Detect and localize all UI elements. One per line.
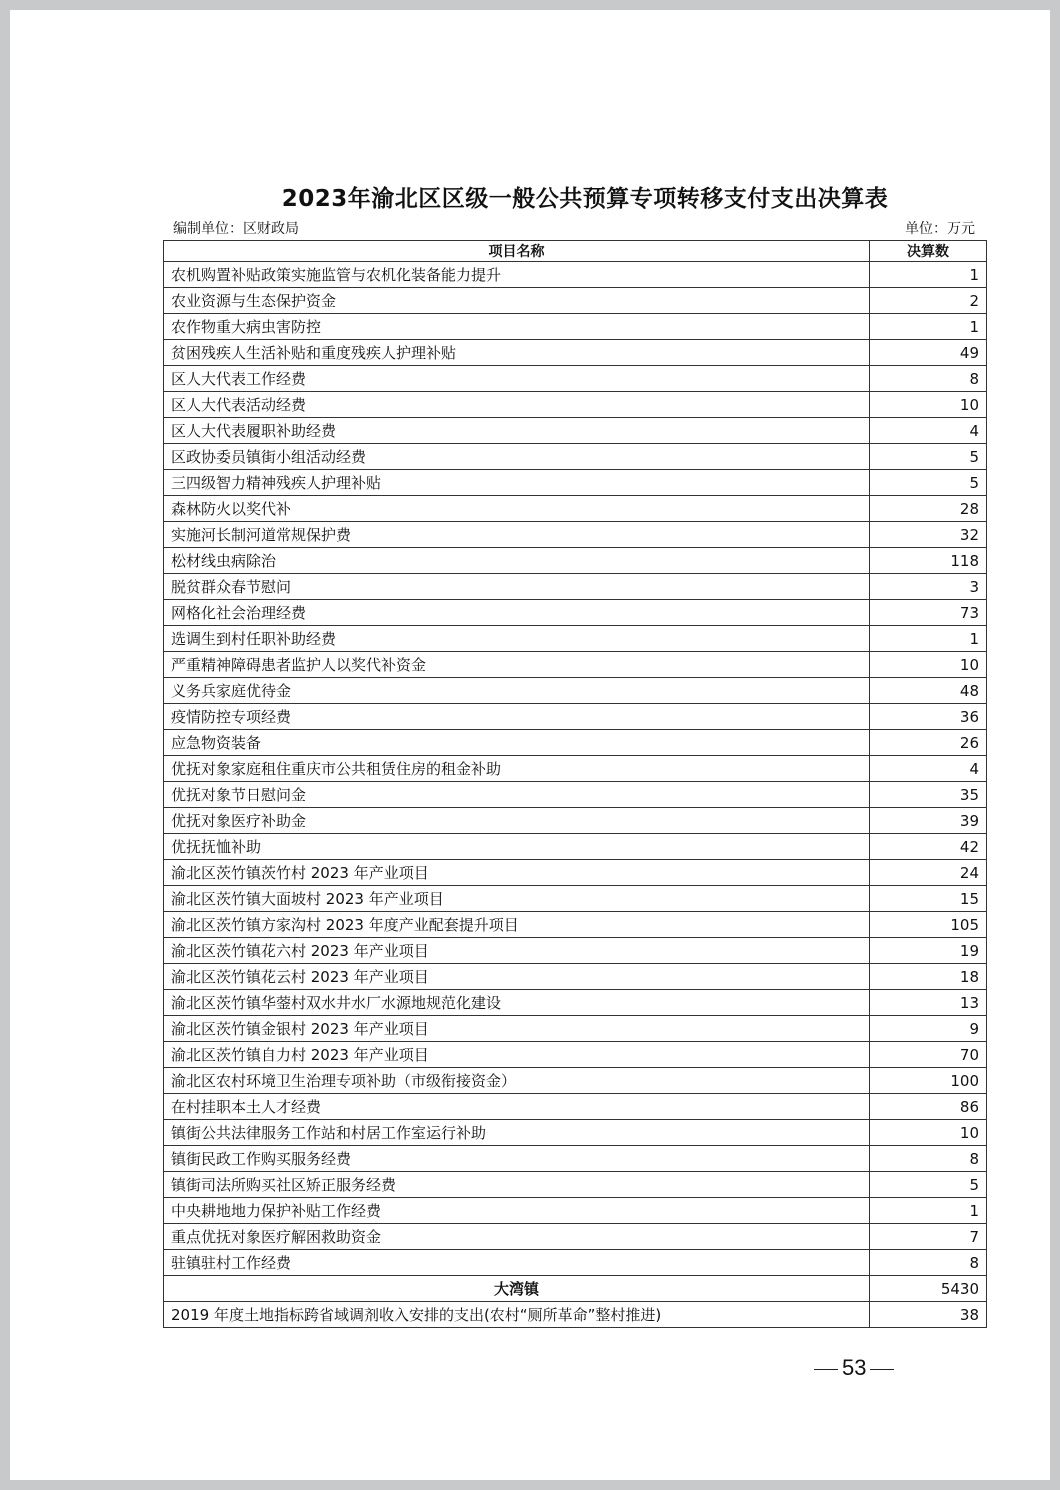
row-value-cell: 73 — [870, 600, 987, 626]
table-row — [164, 1120, 987, 1146]
table-body — [164, 262, 987, 1328]
row-value-cell: 10 — [870, 1120, 987, 1146]
row-name-cell: 农作物重大病虫害防控 — [164, 314, 870, 340]
row-value-cell: 100 — [870, 1068, 987, 1094]
document-title: 2023年渝北区区级一般公共预算专项转移支付支出决算表 — [281, 186, 889, 212]
row-value-cell: 1 — [870, 314, 987, 340]
row-value-cell: 4 — [870, 756, 987, 782]
row-value-cell: 3 — [870, 574, 987, 600]
row-name-cell: 镇街公共法律服务工作站和村居工作室运行补助 — [164, 1120, 870, 1146]
table-row — [164, 938, 987, 964]
table-row — [164, 756, 987, 782]
row-name-cell: 重点优抚对象医疗解困救助资金 — [164, 1224, 870, 1250]
table-row — [164, 1172, 987, 1198]
row-name-cell: 渝北区茨竹镇华蓥村双水井水厂水源地规范化建设 — [164, 990, 870, 1016]
table-row — [164, 860, 987, 886]
table-row — [164, 886, 987, 912]
table-row — [164, 1094, 987, 1120]
row-value-cell: 105 — [870, 912, 987, 938]
table-row — [164, 1224, 987, 1250]
table-row — [164, 808, 987, 834]
row-name-cell: 优抚对象家庭租住重庆市公共租赁住房的租金补助 — [164, 756, 870, 782]
table-row — [164, 704, 987, 730]
row-value-cell: 5430 — [870, 1276, 987, 1302]
table-row — [164, 262, 987, 288]
row-name-cell: 渝北区农村环境卫生治理专项补助（市级衔接资金） — [164, 1068, 870, 1094]
table-row — [164, 496, 987, 522]
column-header-value: 决算数 — [870, 241, 987, 262]
row-name-cell: 渝北区茨竹镇花六村 2023 年产业项目 — [164, 938, 870, 964]
table-row — [164, 1042, 987, 1068]
row-name-cell: 在村挂职本土人才经费 — [164, 1094, 870, 1120]
row-name-cell: 义务兵家庭优待金 — [164, 678, 870, 704]
row-name-cell: 森林防火以奖代补 — [164, 496, 870, 522]
table-row — [164, 522, 987, 548]
table-row — [164, 990, 987, 1016]
table-row — [164, 912, 987, 938]
table-row — [164, 340, 987, 366]
table-row — [164, 444, 987, 470]
row-name-cell: 优抚对象医疗补助金 — [164, 808, 870, 834]
table-row — [164, 392, 987, 418]
row-name-cell: 渝北区茨竹镇自力村 2023 年产业项目 — [164, 1042, 870, 1068]
row-name-cell: 区人大代表工作经费 — [164, 366, 870, 392]
table-row — [164, 600, 987, 626]
page-number-dash-left — [814, 1369, 838, 1370]
row-value-cell: 8 — [870, 1146, 987, 1172]
page-number-dash-right — [870, 1369, 894, 1370]
row-value-cell: 19 — [870, 938, 987, 964]
table-row — [164, 652, 987, 678]
row-name-cell: 区政协委员镇街小组活动经费 — [164, 444, 870, 470]
row-name-cell: 疫情防控专项经费 — [164, 704, 870, 730]
row-name-cell: 农机购置补贴政策实施监管与农机化装备能力提升 — [164, 262, 870, 288]
row-name-cell: 渝北区茨竹镇金银村 2023 年产业项目 — [164, 1016, 870, 1042]
table-row — [164, 418, 987, 444]
row-value-cell: 2 — [870, 288, 987, 314]
table-row — [164, 548, 987, 574]
row-name-cell: 选调生到村任职补助经费 — [164, 626, 870, 652]
row-value-cell: 24 — [870, 860, 987, 886]
row-value-cell: 42 — [870, 834, 987, 860]
row-value-cell: 18 — [870, 964, 987, 990]
section-row — [164, 1276, 987, 1302]
row-value-cell: 1 — [870, 626, 987, 652]
row-name-cell: 优抚对象节日慰问金 — [164, 782, 870, 808]
budget-table — [163, 240, 987, 1328]
row-name-cell: 驻镇驻村工作经费 — [164, 1250, 870, 1276]
row-value-cell: 5 — [870, 444, 987, 470]
row-name-cell: 区人大代表履职补助经费 — [164, 418, 870, 444]
row-value-cell: 49 — [870, 340, 987, 366]
table-row — [164, 730, 987, 756]
row-value-cell: 118 — [870, 548, 987, 574]
row-name-cell: 中央耕地地力保护补贴工作经费 — [164, 1198, 870, 1224]
page-number — [810, 1355, 898, 1381]
table-row — [164, 1250, 987, 1276]
row-value-cell: 38 — [870, 1302, 987, 1328]
row-value-cell: 1 — [870, 262, 987, 288]
row-value-cell: 48 — [870, 678, 987, 704]
table-row — [164, 834, 987, 860]
row-value-cell: 32 — [870, 522, 987, 548]
row-value-cell: 28 — [870, 496, 987, 522]
table-row — [164, 782, 987, 808]
row-name-cell: 网格化社会治理经费 — [164, 600, 870, 626]
row-value-cell: 7 — [870, 1224, 987, 1250]
row-value-cell: 70 — [870, 1042, 987, 1068]
row-name-cell: 严重精神障碍患者监护人以奖代补资金 — [164, 652, 870, 678]
table-row — [164, 626, 987, 652]
table-row — [164, 1016, 987, 1042]
row-value-cell: 1 — [870, 1198, 987, 1224]
row-value-cell: 10 — [870, 652, 987, 678]
row-name-cell: 镇街民政工作购买服务经费 — [164, 1146, 870, 1172]
row-name-cell: 实施河长制河道常规保护费 — [164, 522, 870, 548]
row-value-cell: 26 — [870, 730, 987, 756]
row-name-cell: 渝北区茨竹镇茨竹村 2023 年产业项目 — [164, 860, 870, 886]
row-name-cell: 脱贫群众春节慰问 — [164, 574, 870, 600]
table-row — [164, 288, 987, 314]
table-row — [164, 470, 987, 496]
row-name-cell: 应急物资装备 — [164, 730, 870, 756]
row-name-cell: 渝北区茨竹镇大面坡村 2023 年产业项目 — [164, 886, 870, 912]
row-name-cell: 2019 年度土地指标跨省域调剂收入安排的支出(农村“厕所革命”整村推进) — [164, 1302, 870, 1328]
row-value-cell: 39 — [870, 808, 987, 834]
row-value-cell: 86 — [870, 1094, 987, 1120]
row-value-cell: 5 — [870, 1172, 987, 1198]
page-number-text: 53 — [842, 1355, 867, 1380]
table-row — [164, 1068, 987, 1094]
row-name-cell: 贫困残疾人生活补贴和重度残疾人护理补贴 — [164, 340, 870, 366]
table-row — [164, 574, 987, 600]
table-header-row — [164, 241, 987, 262]
row-name-cell: 松材线虫病除治 — [164, 548, 870, 574]
row-value-cell: 35 — [870, 782, 987, 808]
row-name-cell: 大湾镇 — [164, 1276, 870, 1302]
row-value-cell: 4 — [870, 418, 987, 444]
unit-label: 单位：万元 — [905, 221, 975, 237]
row-value-cell: 13 — [870, 990, 987, 1016]
row-value-cell: 8 — [870, 1250, 987, 1276]
row-value-cell: 15 — [870, 886, 987, 912]
table-row — [164, 1146, 987, 1172]
row-name-cell: 区人大代表活动经费 — [164, 392, 870, 418]
row-name-cell: 镇街司法所购买社区矫正服务经费 — [164, 1172, 870, 1198]
table-row — [164, 678, 987, 704]
table-row — [164, 964, 987, 990]
row-value-cell: 10 — [870, 392, 987, 418]
row-value-cell: 5 — [870, 470, 987, 496]
row-name-cell: 三四级智力精神残疾人护理补贴 — [164, 470, 870, 496]
row-name-cell: 渝北区茨竹镇花云村 2023 年产业项目 — [164, 964, 870, 990]
table-row — [164, 1302, 987, 1328]
row-name-cell: 农业资源与生态保护资金 — [164, 288, 870, 314]
table-row — [164, 1198, 987, 1224]
row-value-cell: 36 — [870, 704, 987, 730]
column-header-name: 项目名称 — [164, 241, 870, 262]
table-row — [164, 314, 987, 340]
compiler-label: 编制单位：区财政局 — [173, 221, 299, 237]
row-name-cell: 渝北区茨竹镇方家沟村 2023 年度产业配套提升项目 — [164, 912, 870, 938]
row-name-cell: 优抚抚恤补助 — [164, 834, 870, 860]
document-page — [10, 10, 1050, 1480]
row-value-cell: 9 — [870, 1016, 987, 1042]
row-value-cell: 8 — [870, 366, 987, 392]
table-row — [164, 366, 987, 392]
